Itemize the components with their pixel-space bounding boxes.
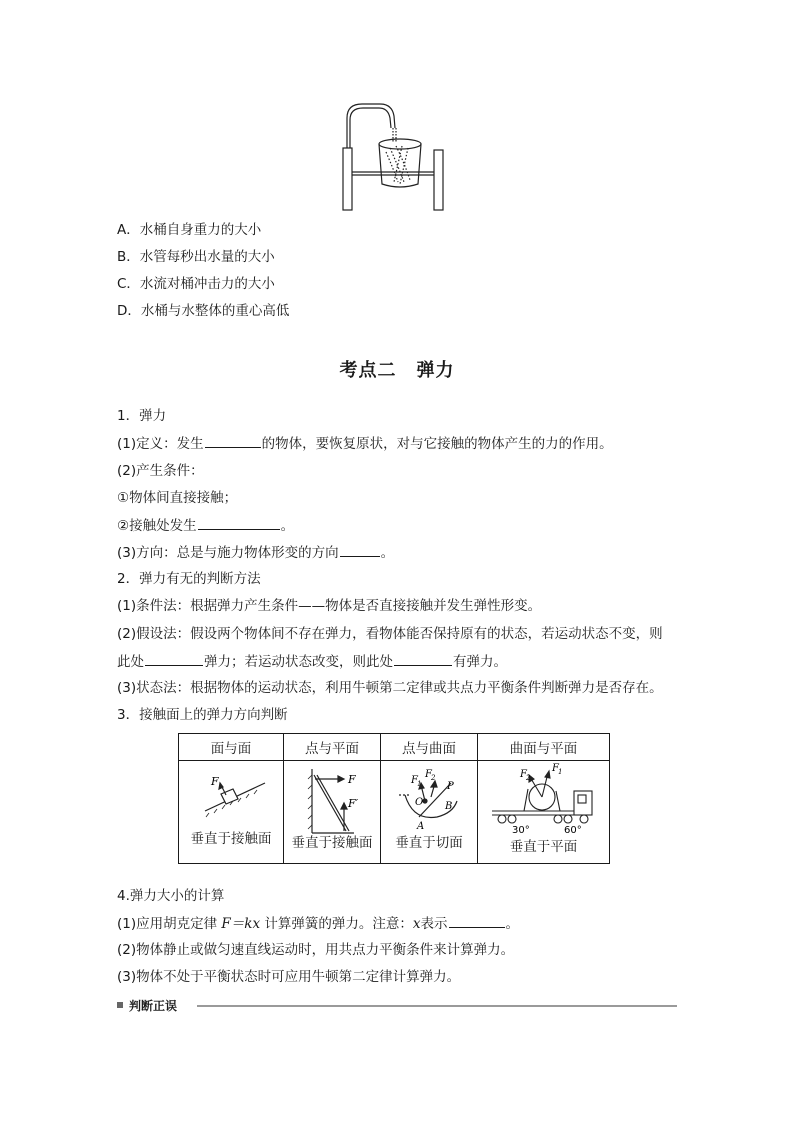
- table-cell: [179, 761, 284, 864]
- table-header: 曲面与平面: [478, 734, 610, 761]
- point-label-a: A: [417, 821, 425, 832]
- heading-4: 4.弹力大小的计算: [117, 888, 225, 904]
- section-title-part2: 弹力: [416, 360, 455, 381]
- force-label: F: [425, 769, 432, 780]
- point-label-b: B: [445, 801, 453, 812]
- variable-x: x: [412, 916, 421, 932]
- heading-3: 3．接触面上的弹力方向判断: [117, 707, 288, 723]
- force-label: F: [211, 775, 219, 788]
- heading-2: 2．弹力有无的判断方法: [117, 571, 261, 587]
- rod-against-wall-figure: [284, 761, 380, 837]
- subscript: 2: [526, 774, 531, 782]
- direction-line: (3)方向：总是与施力物体形变的方向 。: [117, 542, 394, 563]
- fill-blank[interactable]: [449, 913, 505, 928]
- table-cell-caption: 垂直于接触面: [190, 831, 272, 847]
- table-cell: [284, 761, 381, 864]
- subscript: 1: [417, 780, 422, 788]
- table-header: 点与平面: [284, 734, 381, 761]
- cylinder-on-truck-figure: [478, 761, 609, 835]
- table-cell-caption: 垂直于切面: [395, 835, 463, 851]
- angle-label-60: 60°: [564, 825, 582, 835]
- table-header: 点与曲面: [381, 734, 478, 761]
- force-label: F: [348, 773, 356, 786]
- force-label: F: [552, 763, 559, 774]
- option-b: B．水管每秒出水量的大小: [117, 249, 275, 265]
- method-2: (2)假设法：假设两个物体间不存在弹力，看物体能否保持原有的状态，若运动状态不变，则: [117, 626, 663, 642]
- table-header-row: [179, 734, 610, 761]
- option-a: A．水桶自身重力的大小: [117, 222, 262, 238]
- square-bullet-icon: [117, 1002, 123, 1008]
- divider: [197, 1005, 677, 1007]
- heading-1: 1．弹力: [117, 408, 167, 424]
- subscript: 1: [558, 768, 563, 776]
- fill-blank[interactable]: [340, 542, 380, 557]
- condition-2: ②接触处发生 。: [117, 515, 294, 536]
- angle-label-30: 30°: [512, 825, 530, 835]
- calc-3: (3)物体不处于平衡状态时可应用牛顿第二定律计算弹力。: [117, 969, 461, 985]
- calc-2: (2)物体静止或做匀速直线运动时，用共点力平衡条件来计算弹力。: [117, 942, 515, 958]
- fill-blank[interactable]: [198, 515, 280, 530]
- table-row: [179, 761, 610, 864]
- option-c: C．水流对桶冲击力的大小: [117, 276, 275, 292]
- table-cell: [381, 761, 478, 864]
- option-d: D．水桶与水整体的重心高低: [117, 303, 290, 319]
- fill-blank[interactable]: [145, 651, 203, 666]
- method-3: (3)状态法：根据物体的运动状态，利用牛顿第二定律或共点力平衡条件判断弹力是否存在。: [117, 680, 663, 696]
- judge-label: 判断正误: [129, 999, 178, 1013]
- method-1: (1)条件法：根据弹力产生条件——物体是否直接接触并发生弹性形变。: [117, 598, 542, 614]
- force-label: F: [411, 775, 418, 786]
- calc-1: (1)应用胡克定律 F＝kx 计算弹簧的弹力。注意：x表示 。: [117, 913, 519, 934]
- water-bucket-figure: [338, 98, 458, 212]
- judge-section-bar: [117, 998, 677, 1014]
- table-header: 面与面: [179, 734, 284, 761]
- definition-line: (1)定义：发生 的物体，要恢复原状，对与它接触的物体产生的力的作用。: [117, 433, 613, 454]
- force-direction-table: [178, 733, 610, 864]
- subscript: 2: [431, 774, 436, 782]
- section-title-part1: 考点二: [339, 360, 397, 381]
- point-label-o: O: [415, 797, 424, 808]
- point-on-curve-figure: [381, 761, 477, 837]
- point-label-p: P: [447, 781, 454, 792]
- section-title: [0, 356, 794, 382]
- condition-heading: (2)产生条件：: [117, 463, 204, 479]
- table-cell-caption: 垂直于接触面: [291, 835, 373, 851]
- fill-blank[interactable]: [394, 651, 452, 666]
- force-label-prime: F′: [348, 797, 359, 810]
- method-2-cont: 此处 弹力；若运动状态改变，则此处 有弹力。: [117, 651, 507, 672]
- table-cell-caption: 垂直于平面: [509, 839, 578, 855]
- fill-blank[interactable]: [205, 433, 261, 448]
- condition-1: ①物体间直接接触；: [117, 490, 238, 506]
- block-on-incline-figure: [179, 761, 283, 831]
- table-cell: [478, 761, 610, 864]
- hooke-formula: F＝kx: [221, 916, 261, 932]
- force-label: F: [520, 769, 527, 780]
